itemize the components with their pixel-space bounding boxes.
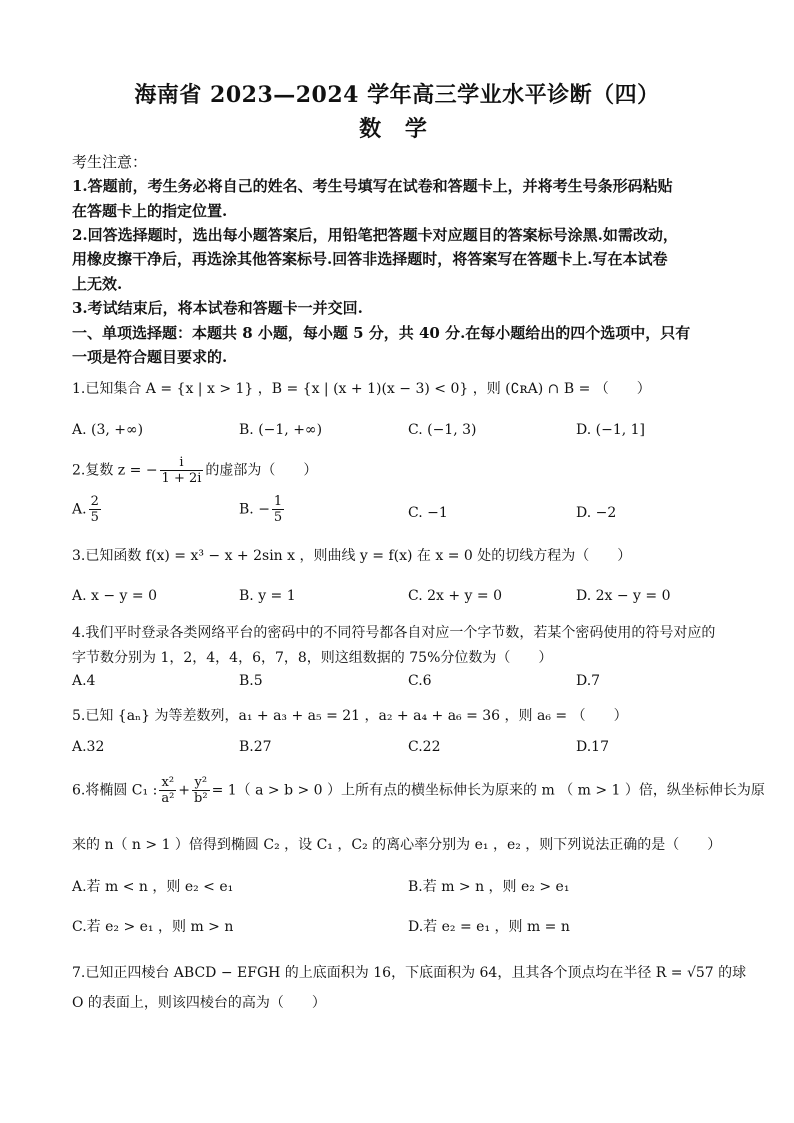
q5-option-d: D.17 <box>576 739 609 755</box>
q6-stem-a <box>72 775 765 806</box>
q6-fraction-y-num: y² <box>192 775 210 791</box>
q6-option-b: B.若 m > n ，则 e₂ > e₁ <box>408 879 570 895</box>
q6-option-a: A.若 m < n ，则 e₂ < e₁ <box>72 879 234 895</box>
section1-heading-a: 一、单项选择题：本题共 8 小题，每小题 5 分，共 40 分.在每小题给出的四个选项中，只有 <box>72 324 691 342</box>
q6-fraction-y <box>192 775 210 806</box>
q2-option-b-den: 5 <box>273 510 283 525</box>
q2-fraction-den: 1 + 2i <box>161 471 202 486</box>
q5-option-b: B.27 <box>239 739 272 755</box>
q5-stem: 5.已知 {aₙ} 为等差数列，a₁ + a₃ + a₅ = 21 ，a₂ + a₄ + a₆ = 36 ，则 a₆ = （ ） <box>72 708 628 724</box>
q2-option-b-label: B. − <box>239 501 270 518</box>
q6-plus: + <box>178 782 191 799</box>
notice-item-3: 3.考试结束后，将本试卷和答题卡一并交回. <box>72 299 363 317</box>
notice-item-1b: 在答题卡上的指定位置. <box>72 202 228 220</box>
q2-option-b-fraction <box>272 494 284 525</box>
q1-stem: 1.已知集合 A = {x | x > 1} ，B = {x | (x + 1)(x − 3) < 0} ，则 (∁ʀA) ∩ B = （ ） <box>72 381 651 397</box>
notice-item-2c: 上无效. <box>72 275 123 293</box>
q2-option-a-num: 2 <box>90 494 99 509</box>
q3-option-c: C. 2x + y = 0 <box>408 588 502 604</box>
notice-item-2b: 用橡皮擦干净后，再选涂其他答案标号.回答非选择题时，将答案写在答题卡上.写在本试卷 <box>72 250 668 268</box>
q2-option-c: C. −1 <box>408 505 448 521</box>
q4-option-b: B.5 <box>239 673 263 689</box>
q1-option-c: C. (−1, 3) <box>408 422 477 438</box>
q4-stem-b: 字节数分别为 1，2，4，4，6，7，8，则这组数据的 75%分位数为（ ） <box>72 650 553 666</box>
q2-stem <box>72 455 317 486</box>
q2-stem-post: 的虚部为（ ） <box>205 462 318 479</box>
q6-stem-post: = 1（ a > b > 0 ）上所有点的横坐标伸长为原来的 m （ m > 1 ）倍，纵坐标伸长为原 <box>211 782 765 799</box>
q3-option-a: A. x − y = 0 <box>72 588 157 604</box>
q2-option-d: D. −2 <box>576 505 617 521</box>
q1-option-d: D. (−1, 1] <box>576 422 645 438</box>
q6-fraction-x-den: a² <box>161 791 175 806</box>
q6-stem-pre: 6.将椭圆 C₁ : <box>72 782 158 799</box>
q2-fraction-num: i <box>160 455 204 471</box>
q4-option-d: D.7 <box>576 673 601 689</box>
exam-subject: 数 学 <box>359 116 435 142</box>
q3-option-b: B. y = 1 <box>239 588 296 604</box>
q6-stem-b: 来的 n（ n > 1 ）倍得到椭圆 C₂ ，设 C₁ ，C₂ 的离心率分别为 e₁ ，e₂ ，则下列说法正确的是（ ） <box>72 837 722 853</box>
q2-option-b-num: 1 <box>273 494 283 509</box>
q6-option-c: C.若 e₂ > e₁ ，则 m > n <box>72 919 234 935</box>
q4-option-a: A.4 <box>72 673 96 689</box>
q7-stem-b: O 的表面上，则该四棱台的高为（ ） <box>72 995 326 1011</box>
q2-fraction <box>160 455 204 486</box>
q6-fraction-y-den: b² <box>194 791 208 806</box>
q2-option-a-label: A. <box>72 501 87 518</box>
q3-stem: 3.已知函数 f(x) = x³ − x + 2sin x ，则曲线 y = f(x) 在 x = 0 处的切线方程为（ ） <box>72 548 632 564</box>
q4-option-c: C.6 <box>408 673 432 689</box>
notice-item-2a: 2.回答选择题时，选出每小题答案后，用铅笔把答题卡对应题目的答案标号涂黑.如需改动， <box>72 226 678 244</box>
q1-option-b: B. (−1, +∞) <box>239 422 323 438</box>
notice-item-1a: 1.答题前，考生务必将自己的姓名、考生号填写在试卷和答题卡上，并将考生号条形码粘贴 <box>72 177 673 195</box>
q2-option-a-fraction <box>89 494 101 525</box>
section1-heading-b: 一项是符合题目要求的. <box>72 348 228 366</box>
q1-option-a: A. (3, +∞) <box>72 422 144 438</box>
q4-stem-a: 4.我们平时登录各类网络平台的密码中的不同符号都各自对应一个字节数，若某个密码使用的符号对应的 <box>72 625 716 641</box>
q7-stem-a: 7.已知正四棱台 ABCD − EFGH 的上底面积为 16，下底面积为 64，且其各个顶点均在半径 R = √57 的球 <box>72 965 747 981</box>
q2-option-b <box>239 494 286 525</box>
q6-fraction-x <box>159 775 176 806</box>
notice-heading: 考生注意： <box>72 153 148 171</box>
q5-option-a: A.32 <box>72 739 105 755</box>
q2-stem-pre: 2.复数 z = − <box>72 462 158 479</box>
exam-title: 海南省 2023—2024 学年高三学业水平诊断（四） <box>134 82 660 108</box>
q3-option-d: D. 2x − y = 0 <box>576 588 671 604</box>
q2-option-a-den: 5 <box>90 510 99 525</box>
q6-fraction-x-num: x² <box>159 775 176 791</box>
q5-option-c: C.22 <box>408 739 441 755</box>
q6-option-d: D.若 e₂ = e₁ ，则 m = n <box>408 919 570 935</box>
q2-option-a <box>72 494 103 525</box>
